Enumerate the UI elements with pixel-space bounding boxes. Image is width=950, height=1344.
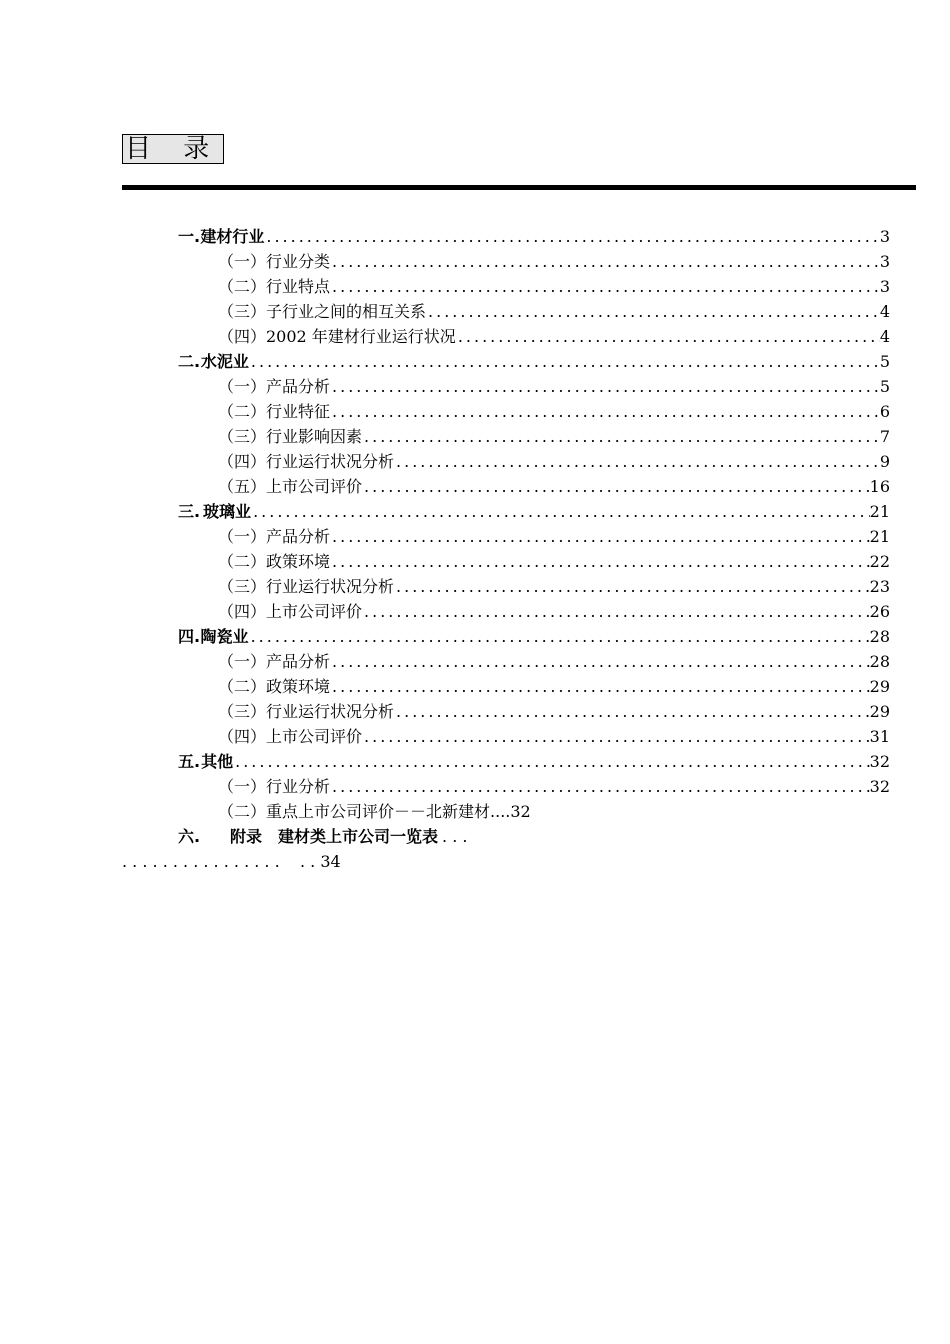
entry-title: 水泥业 <box>200 352 249 371</box>
toc-entry-1[interactable] <box>178 225 890 249</box>
dot-leader <box>330 275 880 299</box>
toc-heading: 目 录 <box>122 134 224 164</box>
entry-title: （二）行业特点 <box>218 277 331 296</box>
toc-entry-6-continuation <box>122 850 341 874</box>
entry-page: 21 <box>869 527 890 546</box>
entry-page: 29 <box>869 702 890 721</box>
toc-entry-3-1[interactable] <box>218 525 890 549</box>
toc-entry-1-3[interactable] <box>218 300 890 324</box>
entry-title: （二）政策环境 <box>218 677 331 696</box>
entry-title: （一）产品分析 <box>218 377 331 396</box>
toc-entry-1-1[interactable] <box>218 250 890 274</box>
entry-title: （三）行业影响因素 <box>218 427 363 446</box>
toc-entry-4-1[interactable] <box>218 650 890 674</box>
dot-leader <box>362 725 870 749</box>
entry-number: 六. <box>178 827 201 846</box>
dot-leader <box>394 575 870 599</box>
dot-leader <box>330 775 870 799</box>
dot-leader <box>362 600 870 624</box>
entry-title: （二）行业特征 <box>218 402 331 421</box>
entry-page: 29 <box>869 677 890 696</box>
dot-leader <box>330 650 870 674</box>
dot-leader <box>249 350 880 374</box>
dot-leader <box>330 375 880 399</box>
toc-entry-3-3[interactable] <box>218 575 890 599</box>
entry-title: （五）上市公司评价 <box>218 477 363 496</box>
toc-entry-5-2[interactable] <box>218 800 890 824</box>
toc-entry-6[interactable] <box>178 825 890 849</box>
dot-leader <box>362 425 880 449</box>
entry-number: 四. <box>178 627 201 646</box>
entry-page: 16 <box>869 477 890 496</box>
toc-entry-2-1[interactable] <box>218 375 890 399</box>
entry-page: 28 <box>869 627 890 646</box>
entry-title: 玻璃业 <box>203 502 252 521</box>
toc-entry-4-2[interactable] <box>218 675 890 699</box>
dot-leader <box>330 675 870 699</box>
toc-entry-4-3[interactable] <box>218 700 890 724</box>
dot-leader <box>264 225 879 249</box>
dot-leader <box>362 475 870 499</box>
entry-title: 其他 <box>201 752 234 771</box>
entry-page: 4 <box>879 327 890 346</box>
entry-title: （一）产品分析 <box>218 527 331 546</box>
toc-entry-1-2[interactable] <box>218 275 890 299</box>
entry-page: 5 <box>879 352 890 371</box>
entry-title: （一）行业分类 <box>218 252 331 271</box>
entry-title: （四）上市公司评价 <box>218 727 363 746</box>
entry-page: 9 <box>879 452 890 471</box>
entry-title: （二）重点上市公司评价－－北新建材 <box>218 802 491 821</box>
toc-entry-2-5[interactable] <box>218 475 890 499</box>
toc-entry-2-4[interactable] <box>218 450 890 474</box>
entry-page: 4 <box>879 302 890 321</box>
entry-page: 7 <box>879 427 890 446</box>
dot-leader <box>456 325 880 349</box>
entry-number: 五. <box>178 752 201 771</box>
entry-title: 附录 建材类上市公司一览表 <box>230 827 439 846</box>
toc-entry-2-3[interactable] <box>218 425 890 449</box>
entry-title: （四）行业运行状况分析 <box>218 452 395 471</box>
entry-title: （一）产品分析 <box>218 652 331 671</box>
entry-title: （三）行业运行状况分析 <box>218 577 395 596</box>
entry-title: （四）2002 年建材行业运行状况 <box>218 327 456 346</box>
entry-title: 建材行业 <box>200 227 265 246</box>
dot-leader <box>249 625 870 649</box>
toc-entry-5-1[interactable] <box>218 775 890 799</box>
dot-leader-wrapped: . . . . . . . . . . . . . . . . . . <box>122 852 316 871</box>
entry-page: 23 <box>869 577 890 596</box>
entry-page: 5 <box>879 377 890 396</box>
toc-entry-1-4[interactable] <box>218 325 890 349</box>
toc-entry-5[interactable] <box>178 750 890 774</box>
dot-leader <box>426 300 880 324</box>
dot-leader <box>330 550 870 574</box>
dot-leader <box>394 700 870 724</box>
entry-page: 3 <box>879 252 890 271</box>
entry-title: （一）行业分析 <box>218 777 331 796</box>
entry-number: 三. <box>178 502 201 521</box>
entry-page: 26 <box>869 602 890 621</box>
entry-page: 32 <box>510 802 531 821</box>
entry-number: 一. <box>178 227 201 246</box>
entry-page: 3 <box>879 277 890 296</box>
entry-title: （二）政策环境 <box>218 552 331 571</box>
toc-entry-2-2[interactable] <box>218 400 890 424</box>
dot-leader <box>251 500 870 524</box>
toc-entry-4[interactable] <box>178 625 890 649</box>
dot-leader <box>233 750 870 774</box>
entry-page: 28 <box>869 652 890 671</box>
toc-entry-2[interactable] <box>178 350 890 374</box>
entry-title: 陶瓷业 <box>200 627 249 646</box>
dot-leader <box>330 400 880 424</box>
dot-leader-short: . . . <box>442 827 468 846</box>
dot-leader <box>330 250 880 274</box>
entry-page: 31 <box>869 727 890 746</box>
entry-title: （四）上市公司评价 <box>218 602 363 621</box>
toc-entry-3-4[interactable] <box>218 600 890 624</box>
entry-page: 6 <box>879 402 890 421</box>
toc-entry-3[interactable] <box>178 500 890 524</box>
dot-leader-short: .... <box>490 802 511 821</box>
entry-number: 二. <box>178 352 201 371</box>
entry-title: （三）子行业之间的相互关系 <box>218 302 427 321</box>
entry-page: 21 <box>869 502 890 521</box>
entry-page: 34 <box>320 852 341 871</box>
entry-page: 3 <box>879 227 890 246</box>
dot-leader <box>330 525 870 549</box>
toc-entry-4-4[interactable] <box>218 725 890 749</box>
entry-title: （三）行业运行状况分析 <box>218 702 395 721</box>
entry-page: 22 <box>869 552 890 571</box>
dot-leader <box>394 450 880 474</box>
toc-entry-3-2[interactable] <box>218 550 890 574</box>
entry-page: 32 <box>869 777 890 796</box>
entry-page: 32 <box>869 752 890 771</box>
heading-rule <box>122 185 916 190</box>
